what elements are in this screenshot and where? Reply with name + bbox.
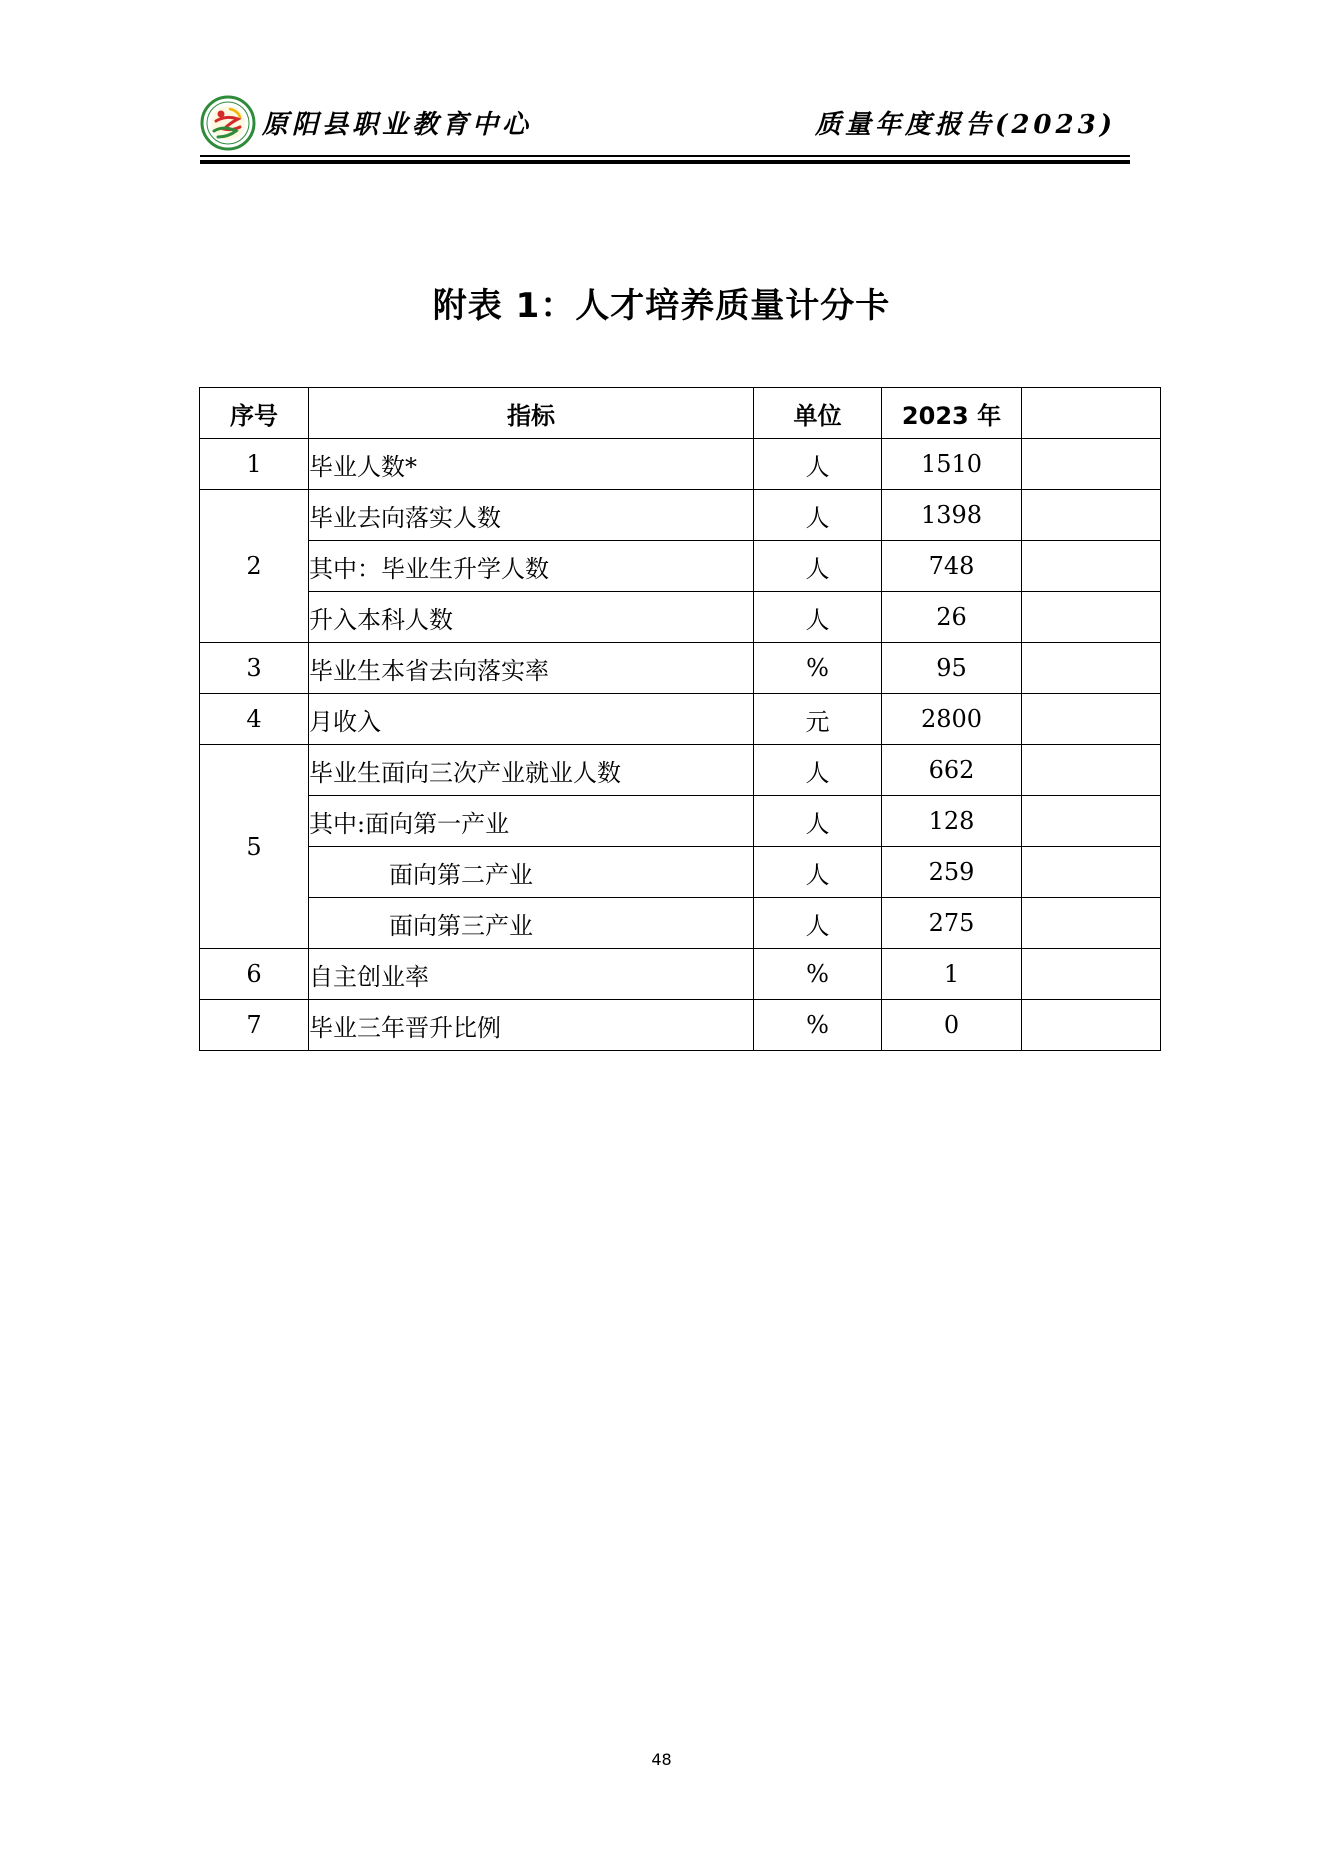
row-value: 2800 — [882, 694, 1022, 745]
row-unit: % — [754, 643, 882, 694]
row-value: 1 — [882, 949, 1022, 1000]
table-row — [200, 643, 1161, 694]
row-indicator: 毕业生本省去向落实率 — [309, 643, 754, 694]
row-value: 128 — [882, 796, 1022, 847]
page-number: 48 — [651, 1750, 672, 1769]
row-value: 26 — [882, 592, 1022, 643]
row-unit: 人 — [754, 439, 882, 490]
row-indicator: 自主创业率 — [309, 949, 754, 1000]
header-no: 序号 — [200, 388, 309, 439]
row-blank — [1022, 439, 1161, 490]
row-no: 3 — [200, 643, 309, 694]
table-row — [200, 541, 1161, 592]
row-indicator: 面向第二产业 — [309, 847, 754, 898]
row-indicator: 升入本科人数 — [309, 592, 754, 643]
page-header — [200, 92, 1130, 154]
row-unit: 人 — [754, 541, 882, 592]
header-year: 2023 年 — [882, 388, 1022, 439]
row-unit: % — [754, 949, 882, 1000]
row-no: 5 — [200, 745, 309, 949]
row-blank — [1022, 796, 1161, 847]
row-value: 259 — [882, 847, 1022, 898]
header-rule-thin — [200, 155, 1130, 157]
row-unit: 元 — [754, 694, 882, 745]
row-unit: 人 — [754, 898, 882, 949]
row-blank — [1022, 694, 1161, 745]
row-value: 1510 — [882, 439, 1022, 490]
row-blank — [1022, 847, 1161, 898]
talent-scorecard-table — [199, 387, 1161, 1051]
row-indicator: 毕业三年晋升比例 — [309, 1000, 754, 1051]
row-unit: % — [754, 1000, 882, 1051]
table-row — [200, 796, 1161, 847]
table-row — [200, 592, 1161, 643]
row-blank — [1022, 745, 1161, 796]
row-value: 662 — [882, 745, 1022, 796]
row-value: 0 — [882, 1000, 1022, 1051]
row-indicator: 其中：毕业生升学人数 — [309, 541, 754, 592]
table-header-row — [200, 388, 1161, 439]
row-unit: 人 — [754, 796, 882, 847]
row-value: 275 — [882, 898, 1022, 949]
table-row — [200, 490, 1161, 541]
row-blank — [1022, 949, 1161, 1000]
table-row — [200, 847, 1161, 898]
row-no: 1 — [200, 439, 309, 490]
row-unit: 人 — [754, 592, 882, 643]
table-row — [200, 1000, 1161, 1051]
row-indicator: 毕业去向落实人数 — [309, 490, 754, 541]
header-blank — [1022, 388, 1161, 439]
row-blank — [1022, 898, 1161, 949]
row-blank — [1022, 643, 1161, 694]
table-row — [200, 439, 1161, 490]
school-name: 原阳县职业教育中心 — [262, 110, 533, 140]
row-blank — [1022, 592, 1161, 643]
header-unit: 单位 — [754, 388, 882, 439]
row-blank — [1022, 490, 1161, 541]
row-indicator: 毕业生面向三次产业就业人数 — [309, 745, 754, 796]
row-value: 95 — [882, 643, 1022, 694]
report-title: 质量年度报告(2023) — [815, 110, 1116, 140]
header-indicator: 指标 — [309, 388, 754, 439]
row-indicator: 面向第三产业 — [309, 898, 754, 949]
row-blank — [1022, 1000, 1161, 1051]
table-row — [200, 694, 1161, 745]
table-row — [200, 745, 1161, 796]
row-no: 7 — [200, 1000, 309, 1051]
row-unit: 人 — [754, 745, 882, 796]
table-row — [200, 949, 1161, 1000]
school-logo-icon — [200, 95, 256, 151]
table-row — [200, 898, 1161, 949]
row-indicator: 月收入 — [309, 694, 754, 745]
row-no: 6 — [200, 949, 309, 1000]
row-value: 1398 — [882, 490, 1022, 541]
row-no: 2 — [200, 490, 309, 643]
row-unit: 人 — [754, 847, 882, 898]
header-rule-thick — [200, 160, 1130, 164]
row-value: 748 — [882, 541, 1022, 592]
page-title: 附表 1：人才培养质量计分卡 — [432, 286, 891, 326]
row-indicator: 毕业人数* — [309, 439, 754, 490]
row-blank — [1022, 541, 1161, 592]
row-unit: 人 — [754, 490, 882, 541]
row-indicator: 其中:面向第一产业 — [309, 796, 754, 847]
row-no: 4 — [200, 694, 309, 745]
